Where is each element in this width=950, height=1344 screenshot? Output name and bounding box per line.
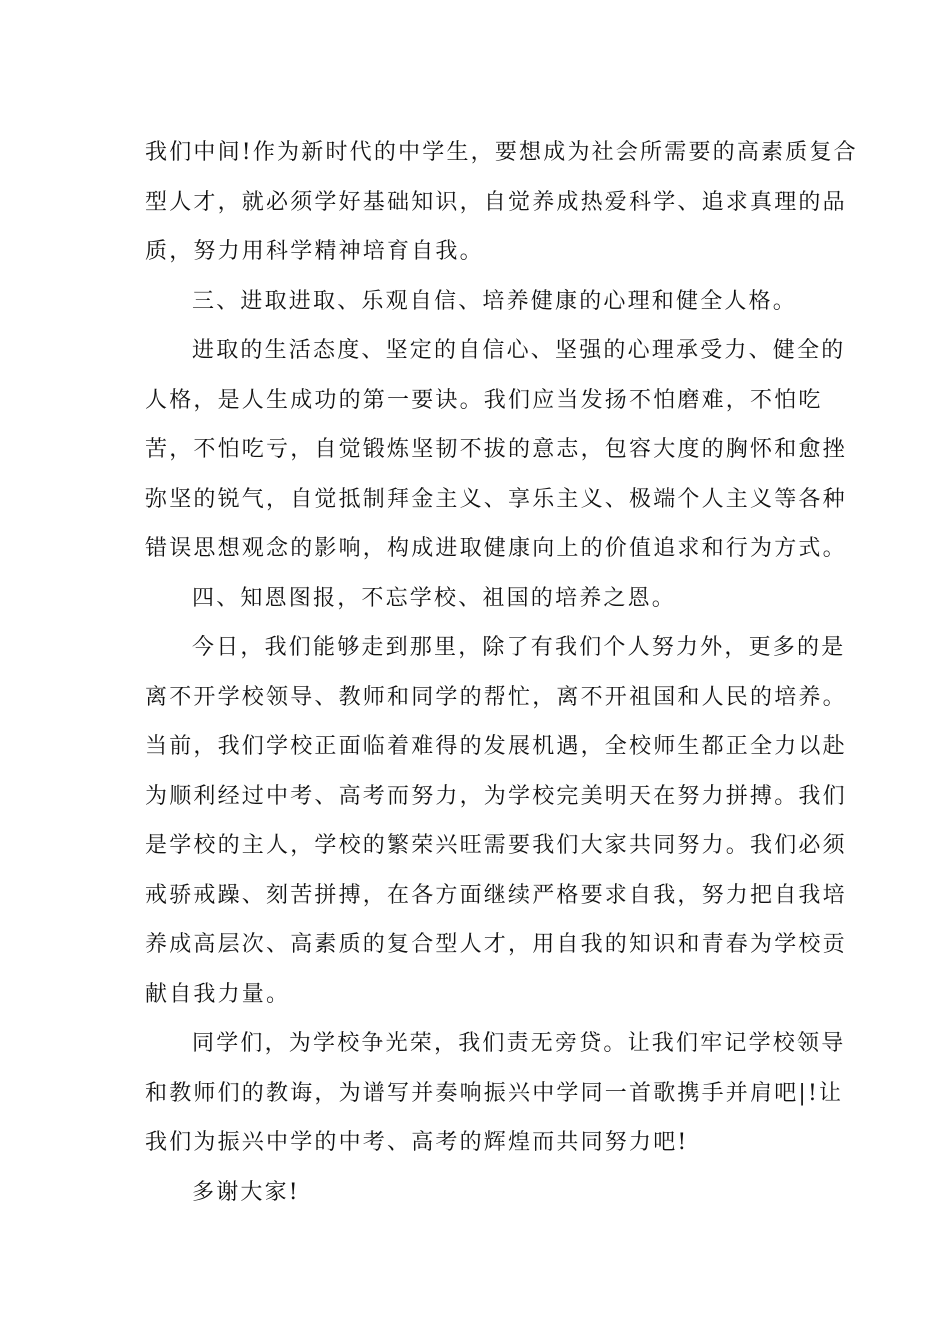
text-line: 苦，不怕吃亏，自觉锻炼坚韧不拔的意志，包容大度的胸怀和愈挫 <box>145 437 847 462</box>
text-line: 进取的生活态度、坚定的自信心、坚强的心理承受力、健全的 <box>192 338 846 363</box>
text-line: 人格，是人生成功的第一要诀。我们应当发扬不怕磨难，不怕吃 <box>145 387 823 413</box>
text-line: 献自我力量。 <box>145 981 291 1007</box>
section-heading: 三、进取进取、乐观自信、培养健康的心理和健全人格。 <box>192 288 798 314</box>
section-heading: 四、知恩图报，不忘学校、祖国的培养之恩。 <box>192 585 677 611</box>
document-body <box>145 128 858 1217</box>
text-line: 和教师们的教诲，为谱写并奏响振兴中学同一首歌携手并肩吧|!让 <box>145 1080 844 1106</box>
text-line: 今日，我们能够走到那里，除了有我们个人努力外，更多的是 <box>192 635 846 660</box>
closing-line: 多谢大家! <box>192 1179 300 1205</box>
text-line: 离不开学校领导、教师和同学的帮忙，离不开祖国和人民的培养。 <box>145 684 847 710</box>
text-line: 戒骄戒躁、刻苦拼搏，在各方面继续严格要求自我，努力把自我培 <box>145 882 847 908</box>
text-line: 养成高层次、高素质的复合型人才，用自我的知识和青春为学校贡 <box>145 932 847 957</box>
text-line: 错误思想观念的影响，构成进取健康向上的价值追求和行为方式。 <box>145 536 847 561</box>
text-line: 是学校的主人，学校的繁荣兴旺需要我们大家共同努力。我们必须 <box>145 833 847 858</box>
text-line: 当前，我们学校正面临着难得的发展机遇，全校师生都正全力以赴 <box>145 734 847 759</box>
text-line: 同学们，为学校争光荣，我们责无旁贷。让我们牢记学校领导 <box>192 1031 846 1056</box>
text-line: 弥坚的锐气，自觉抵制拜金主义、享乐主义、极端个人主义等各种 <box>145 486 847 512</box>
text-line: 我们为振兴中学的中考、高考的辉煌而共同努力吧! <box>145 1130 689 1155</box>
text-line: 为顺利经过中考、高考而努力，为学校完美明天在努力拼搏。我们 <box>145 783 847 809</box>
text-line: 质，努力用科学精神培育自我。 <box>145 239 484 264</box>
text-line: 型人才，就必须学好基础知识，自觉养成热爱科学、追求真理的品 <box>145 189 847 215</box>
text-line: 我们中间!作为新时代的中学生，要想成为社会所需要的高素质复合 <box>145 140 858 165</box>
